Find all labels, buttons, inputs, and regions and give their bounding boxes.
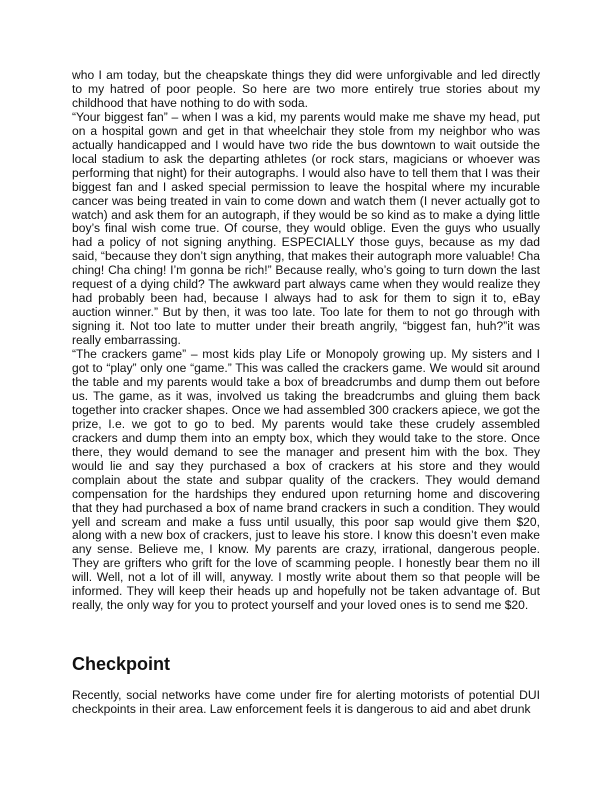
body-paragraph-1: who I am today, but the cheapskate things they did were unforgivable and led directly to my hatred of poor people. So here are two more entirely true stories about my childhood that have nothing to do with soda. [72, 68, 540, 110]
section-paragraph: Recently, social networks have come under fire for alerting motorists of potential DUI checkpoints in their area. Law enforcement feels it is dangerous to aid and abet drunk [72, 688, 540, 716]
document-page [72, 68, 540, 716]
body-paragraph-2: “Your biggest fan” – when I was a kid, my parents would make me shave my head, put on a hospital gown and get in that wheelchair they stole from my neighbor who was actually handicapped and I would have two ride the bus downtown to wait outside the local stadium to ask the departing athletes (or rock stars, magicians or whoever was performing that night) for their autographs. I would also have to tell them that I was their biggest fan and I asked special permission to leave the hospital where my incurable cancer was being treated in vain to come down and watch them (I never actually got to watch) and ask them for an autograph, if they would be so kind as to make a dying little boy’s final wish come true. Of course, they would oblige. Even the guys who usually had a policy of not signing anything. ESPECIALLY those guys, because as my dad said, “because they don’t sign anything, that makes their autograph more valuable! Cha ching! Cha ching! I’m gonna be rich!” Because really, who’s going to turn down the last request of a dying child? The awkward part always came when they would realize they had probably been had, because I always had to ask for them to sign it to, eBay auction winner.” But by then, it was too late. Too late for them to not go through with signing it. Not too late to mutter under their breath angrily, “biggest fan, huh?”it was really embarrassing. [72, 109, 540, 348]
body-paragraph-3: “The crackers game” – most kids play Life or Monopoly growing up. My sisters and I got to “play” only one “game.” This was called the crackers game. We would sit around the table and my parents would take a box of breadcrumbs and dump them out before us. The game, as it was, involved us taking the breadcrumbs and gluing them back together into cracker shapes. Once we had assembled 300 crackers apiece, we got the prize, I.e. we got to go to bed. My parents would take these crudely assembled crackers and dump them into an empty box, which they would take to the store. Once there, they would demand to see the manager and present him with the box. They would lie and say they purchased a box of crackers at his store and they would complain about the state and subpar quality of the crackers. They would demand compensation for the hardships they endured upon returning home and discovering that they had purchased a box of name brand crackers in such a condition. They would yell and scream and make a fuss until usually, this poor sap would give them $20, along with a new box of crackers, just to leave his store. I know this doesn’t even make any sense. Believe me, I know. My parents are crazy, irrational, dangerous people. They are grifters who grift for the love of scamming people. I honestly bear them no ill will. Well, not a lot of ill will, anyway. I mostly write about them so that people will be informed. They will keep their heads up and hopefully not be taken advantage of. But really, the only way for you to protect yourself and your loved ones is to send me $20. [72, 347, 540, 613]
section-heading: Checkpoint [72, 654, 171, 674]
